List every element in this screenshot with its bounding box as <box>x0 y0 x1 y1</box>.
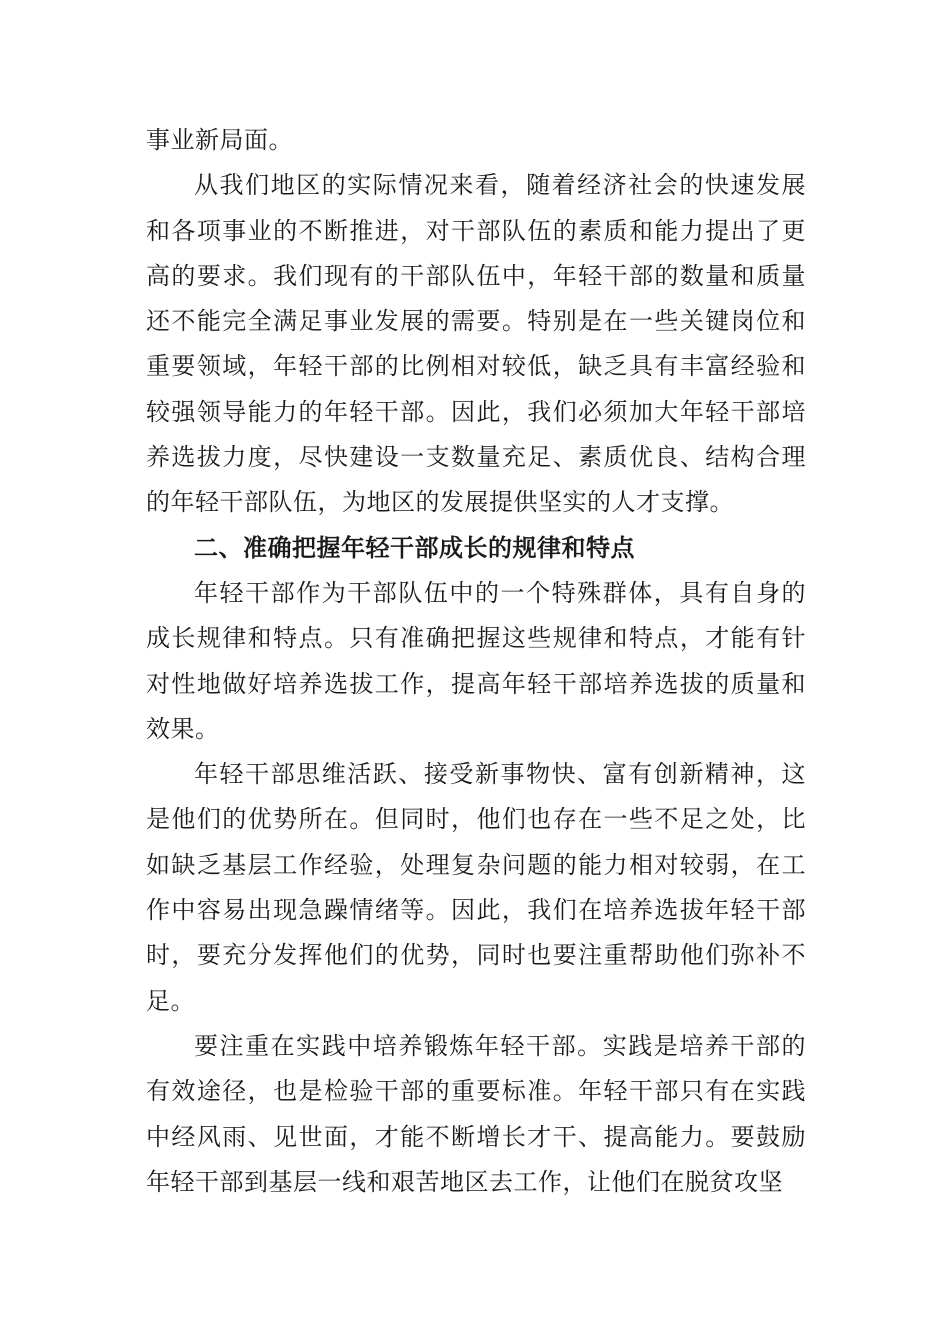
paragraph-growth-patterns: 年轻干部作为干部队伍中的一个特殊群体，具有自身的成长规律和特点。只有准确把握这些规律和特点，才能有针对性地做好培养选拔工作，提高年轻干部培养选拔的质量和效果。 <box>146 578 806 743</box>
paragraph-strengths-weaknesses: 年轻干部思维活跃、接受新事物快、富有创新精神，这是他们的优势所在。但同时，他们也存在一些不足之处，比如缺乏基层工作经验，处理复杂问题的能力相对较弱，在工作中容易出现急躁情绪等。因此，我们在培养选拔年轻干部时，要充分发挥他们的优势，同时也要注重帮助他们弥补不足。 <box>146 760 806 1015</box>
paragraph-regional-situation: 从我们地区的实际情况来看，随着经济社会的快速发展和各项事业的不断推进，对干部队伍的素质和能力提出了更高的要求。我们现有的干部队伍中，年轻干部的数量和质量还不能完全满足事业发展的需要。特别是在一些关键岗位和重要领域，年轻干部的比例相对较低，缺乏具有丰富经验和较强领导能力的年轻干部。因此，我们必须加大年轻干部培养选拔力度，尽快建设一支数量充足、素质优良、结构合理的年轻干部队伍，为地区的发展提供坚实的人才支撑。 <box>146 171 806 517</box>
paragraph-practice-training: 要注重在实践中培养锻炼年轻干部。实践是培养干部的有效途径，也是检验干部的重要标准。年轻干部只有在实践中经风雨、见世面，才能不断增长才干、提高能力。要鼓励年轻干部到基层一线和艰苦地区去工作，让他们在脱贫攻坚 <box>146 1031 806 1196</box>
paragraph-continuation: 事业新局面。 <box>146 126 293 154</box>
document-body <box>146 118 806 1205</box>
section-heading-2: 二、准确把握年轻干部成长的规律和特点 <box>194 533 635 562</box>
